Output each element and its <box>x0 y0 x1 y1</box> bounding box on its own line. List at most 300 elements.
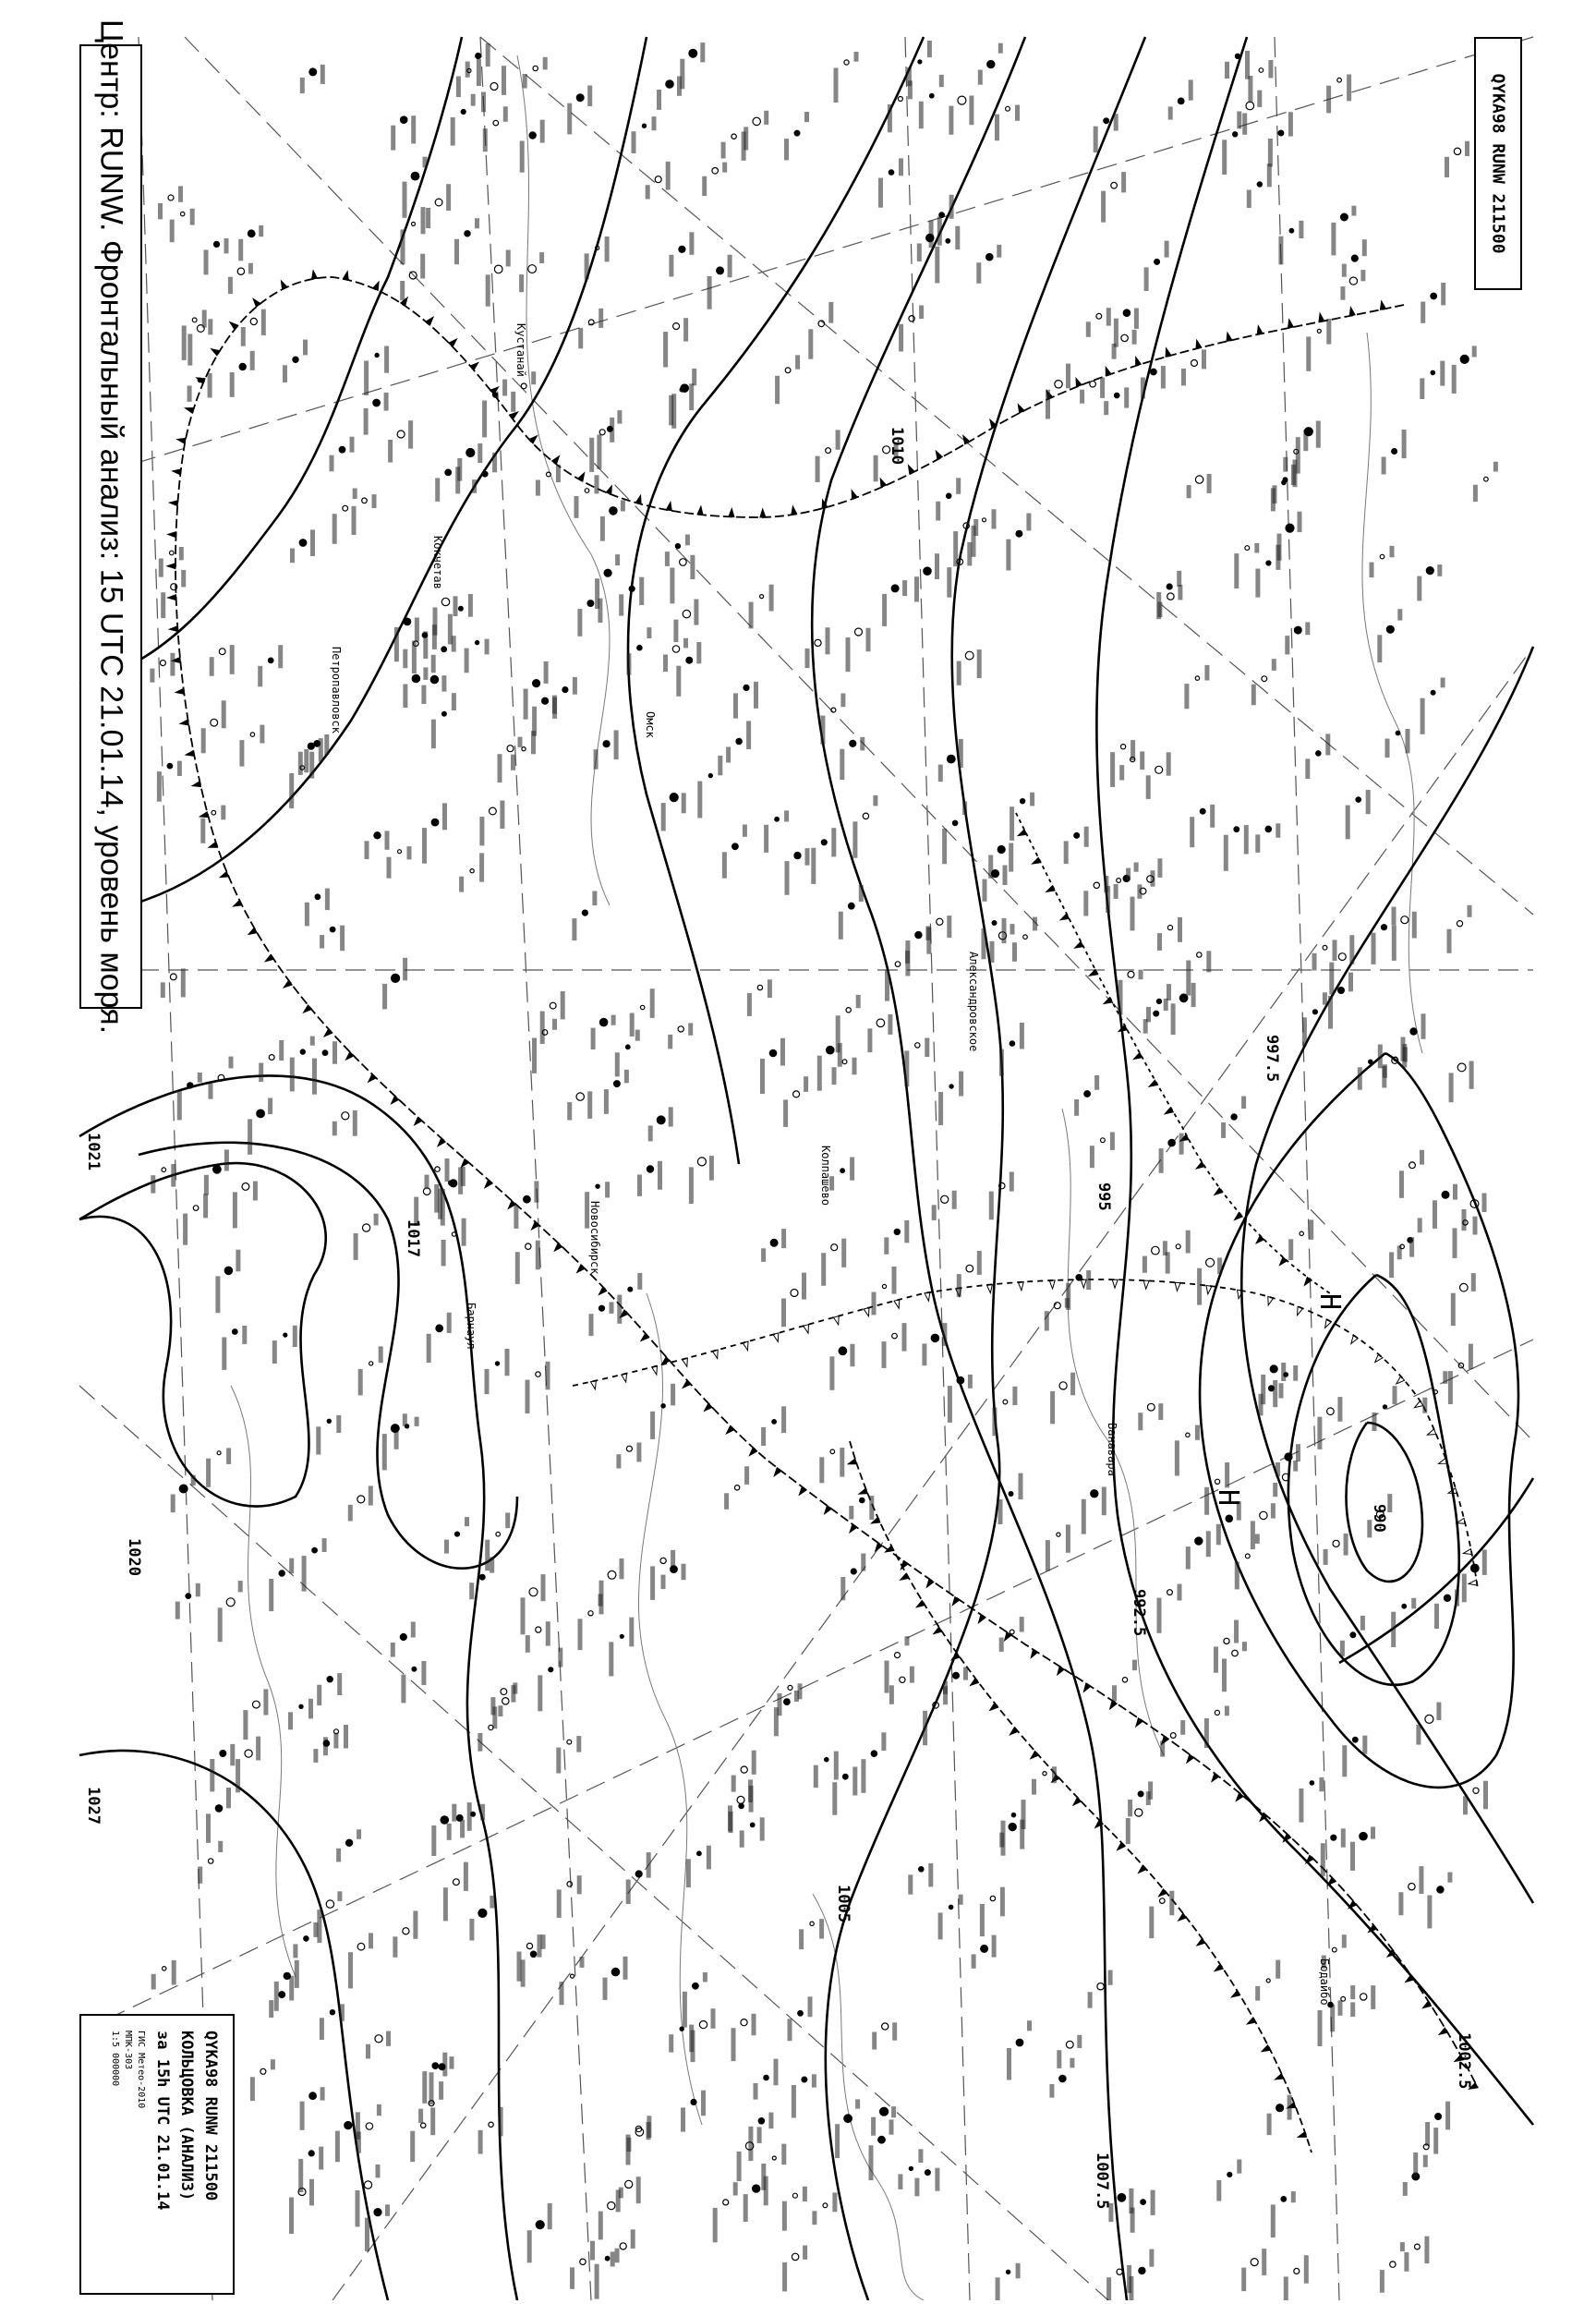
station-text-block <box>453 596 458 616</box>
station-text-block <box>1271 488 1276 511</box>
station-text-block <box>357 1829 361 1839</box>
station-text-block <box>1112 344 1117 359</box>
station-text-block <box>450 2056 454 2069</box>
station-dot <box>445 469 452 476</box>
station-text-block <box>637 1273 642 1290</box>
station-text-block <box>859 885 864 902</box>
station-text-block <box>511 755 515 770</box>
station-text-block <box>459 877 464 892</box>
station-text-block <box>804 1076 808 1092</box>
station-text-block <box>691 2031 695 2063</box>
station-text-block <box>908 80 913 99</box>
station-text-block <box>1237 2160 1241 2174</box>
station-text-block <box>764 825 768 853</box>
station-dot <box>1074 833 1080 839</box>
station-text-block <box>546 1362 550 1390</box>
station-text-block <box>661 803 666 831</box>
place-kustanai: Кустанай <box>514 323 527 377</box>
station-text-block <box>423 667 428 680</box>
station-text-block <box>1046 390 1050 419</box>
station-dot <box>213 1166 222 1174</box>
station-text-block <box>597 434 601 468</box>
station-text-block <box>669 1107 673 1126</box>
station-text-block <box>811 848 816 884</box>
station-text-block <box>1325 734 1330 755</box>
station-text-block <box>1350 1985 1355 1999</box>
station-text-block <box>261 309 266 335</box>
station-text-block <box>1344 1534 1348 1556</box>
station-text-block <box>348 1505 353 1522</box>
station-text-block <box>472 479 477 493</box>
station-dot <box>750 1823 755 1827</box>
station-dot <box>599 1018 607 1025</box>
station-text-block <box>621 500 625 511</box>
station-text-block <box>782 2262 787 2292</box>
station-text-block <box>650 1566 655 1600</box>
station-text-block <box>1443 1371 1447 1384</box>
station-text-block <box>749 1786 754 1813</box>
station-dot <box>374 832 381 839</box>
station-dot <box>1138 1791 1143 1797</box>
station-text-block <box>1121 172 1126 192</box>
station-dot <box>987 61 995 68</box>
station-text-block <box>1189 79 1193 100</box>
station-text-block <box>274 1982 279 2011</box>
station-text-block <box>209 1084 213 1099</box>
station-dot <box>930 93 935 98</box>
station-text-block <box>215 1276 220 1313</box>
station-text-block <box>1328 996 1333 1029</box>
station-text-block <box>1180 1720 1185 1735</box>
station-text-block <box>860 737 864 751</box>
station-text-block <box>1100 378 1105 398</box>
station-text-block <box>452 636 456 651</box>
station-text-block <box>206 1813 211 1843</box>
station-text-block <box>595 578 599 609</box>
station-text-block <box>1158 1403 1163 1420</box>
legend-scale: 1:5 000000 <box>110 2031 120 2087</box>
station-text-block <box>757 2127 762 2143</box>
station-text-block <box>711 2008 716 2029</box>
station-text-block <box>798 1683 803 1699</box>
station-text-block <box>460 1820 465 1838</box>
station-text-block <box>1350 2002 1355 2017</box>
station-text-block <box>319 738 323 761</box>
station-dot <box>284 1972 290 1979</box>
station-dot <box>657 1116 665 1124</box>
station-text-block <box>874 455 878 482</box>
station-text-block <box>812 2211 816 2225</box>
station-text-block <box>1441 678 1445 688</box>
station-text-block <box>799 1929 804 1949</box>
station-dot <box>986 254 993 261</box>
station-text-block <box>919 306 924 320</box>
station-text-block <box>709 1156 714 1181</box>
station-text-block <box>1177 571 1181 587</box>
station-text-block <box>248 1119 252 1154</box>
station-text-block <box>289 1976 294 2001</box>
station-text-block <box>1437 564 1442 576</box>
station-text-block <box>585 253 589 279</box>
station-text-block <box>527 2230 532 2262</box>
station-text-block <box>713 2208 718 2242</box>
station-text-block <box>1420 1150 1424 1165</box>
station-dot <box>1426 567 1433 575</box>
station-text-block <box>616 1454 621 1468</box>
station-dot <box>1009 1492 1013 1497</box>
station-dot <box>1386 625 1394 633</box>
station-text-block <box>885 970 889 1001</box>
station-text-block <box>1224 835 1228 871</box>
station-dot <box>947 493 951 498</box>
station-text-block <box>534 1181 538 1202</box>
station-dot <box>758 2118 764 2124</box>
station-dot <box>257 1110 265 1118</box>
station-text-block <box>826 627 830 654</box>
station-text-block <box>1161 366 1166 388</box>
station-text-block <box>1404 2252 1409 2272</box>
station-text-block <box>737 2152 742 2181</box>
station-text-block <box>1463 1796 1468 1814</box>
station-text-block <box>1157 602 1162 617</box>
station-text-block <box>819 1919 824 1938</box>
station-text-block <box>1151 2190 1155 2215</box>
station-text-block <box>408 420 413 448</box>
station-dot <box>529 132 536 139</box>
station-text-block <box>1184 684 1189 709</box>
station-text-block <box>935 247 939 284</box>
station-text-block <box>175 1602 180 1619</box>
station-text-block <box>1312 953 1317 971</box>
station-text-block <box>1412 912 1417 939</box>
station-text-block <box>532 1038 537 1073</box>
station-text-block <box>819 1457 824 1483</box>
station-text-block <box>578 1619 583 1650</box>
station-text-block <box>452 693 456 710</box>
header-code-box <box>1474 37 1522 290</box>
station-text-block <box>238 239 243 261</box>
station-text-block <box>630 1013 635 1037</box>
station-text-block <box>521 1959 526 1986</box>
station-text-block <box>707 276 712 309</box>
station-dot <box>1286 524 1294 532</box>
station-text-block <box>832 1067 837 1085</box>
station-text-block <box>1178 917 1182 942</box>
station-text-block <box>587 1091 592 1119</box>
station-dot <box>582 910 587 916</box>
station-dot <box>1115 393 1119 397</box>
station-text-block <box>919 102 924 129</box>
station-text-block <box>663 655 668 673</box>
station-text-block <box>208 373 212 398</box>
station-text-block <box>1074 1099 1079 1116</box>
station-dot <box>680 2027 683 2031</box>
station-text-block <box>572 918 576 940</box>
station-dot <box>689 49 697 57</box>
station-text-block <box>325 889 330 911</box>
map-title-box <box>79 18 142 1035</box>
station-dot <box>1310 1781 1313 1785</box>
station-dot <box>308 2151 314 2156</box>
station-text-block <box>846 637 851 672</box>
station-text-block <box>319 2147 323 2170</box>
station-text-block <box>379 1346 383 1363</box>
station-text-block <box>1065 1298 1070 1308</box>
station-dot <box>635 1871 642 1877</box>
station-text-block <box>1453 1184 1457 1200</box>
station-text-block <box>783 1099 788 1127</box>
station-text-block <box>1341 1828 1346 1847</box>
station-text-block <box>352 506 357 535</box>
station-text-block <box>1350 1842 1355 1871</box>
station-text-block <box>190 209 195 225</box>
station-dot <box>422 633 427 637</box>
station-dot <box>1233 132 1238 137</box>
station-dot <box>844 2115 852 2123</box>
station-dot <box>878 2136 886 2143</box>
station-text-block <box>374 1214 379 1226</box>
station-text-block <box>1323 992 1327 1004</box>
station-text-block <box>243 1710 248 1740</box>
station-dot <box>431 819 439 826</box>
station-text-block <box>957 1274 961 1297</box>
station-text-block <box>852 1058 857 1075</box>
station-text-block <box>839 912 843 940</box>
station-dot <box>1265 826 1271 831</box>
station-dot <box>1235 54 1239 58</box>
station-text-block <box>1235 1561 1239 1589</box>
station-text-block <box>1293 1365 1298 1381</box>
isobar-label-1017: 1017 <box>404 1219 422 1257</box>
station-text-block <box>1468 905 1472 917</box>
station-text-block <box>320 935 324 948</box>
station-text-block <box>502 380 507 396</box>
station-text-block <box>905 1636 910 1645</box>
station-text-block <box>1016 2263 1021 2279</box>
station-text-block <box>1206 1531 1211 1557</box>
station-dot <box>1195 1537 1203 1545</box>
station-text-block <box>178 186 183 201</box>
station-text-block <box>1032 1779 1036 1795</box>
station-text-block <box>721 142 726 159</box>
station-dot <box>1167 584 1172 589</box>
station-text-block <box>902 580 907 596</box>
station-text-block <box>701 2091 706 2116</box>
station-text-block <box>1020 1023 1024 1049</box>
station-text-block <box>1002 918 1007 943</box>
station-text-block <box>609 1642 613 1676</box>
place-aleksandrovskoe: Александровское <box>967 952 980 1052</box>
station-dot <box>952 820 957 825</box>
station-text-block <box>1299 1789 1303 1823</box>
station-text-block <box>480 1804 485 1821</box>
station-text-block <box>268 1098 272 1115</box>
station-text-block <box>1413 2152 1418 2177</box>
station-text-block <box>1340 286 1345 300</box>
station-dot <box>775 818 780 822</box>
station-text-block <box>556 1748 561 1774</box>
station-text-block <box>1436 1703 1441 1720</box>
station-text-block <box>561 991 565 1019</box>
station-text-block <box>626 2138 631 2152</box>
station-dot <box>284 1333 287 1337</box>
station-text-block <box>411 115 416 143</box>
station-text-block <box>1242 114 1247 135</box>
station-text-block <box>650 988 655 1018</box>
station-text-block <box>1049 2084 1054 2098</box>
station-text-block <box>1026 514 1031 531</box>
station-text-block <box>1482 1194 1487 1213</box>
station-text-block <box>300 78 305 93</box>
station-text-block <box>732 1776 736 1792</box>
station-text-block <box>744 2194 748 2222</box>
station-text-block <box>248 263 253 274</box>
station-text-block <box>1248 76 1252 103</box>
station-text-block <box>1298 512 1302 532</box>
station-text-block <box>729 1812 733 1833</box>
station-text-block <box>498 1705 502 1716</box>
station-text-block <box>1195 1425 1200 1440</box>
station-text-block <box>532 707 537 736</box>
station-dot <box>626 1045 631 1049</box>
station-dot <box>233 1329 238 1335</box>
station-text-block <box>595 2264 599 2299</box>
station-text-block <box>872 1292 877 1316</box>
station-text-block <box>1377 635 1382 662</box>
station-text-block <box>646 185 650 199</box>
station-text-block <box>376 2165 381 2177</box>
station-text-block <box>995 115 999 141</box>
station-text-block <box>1168 106 1173 119</box>
station-text-block <box>1471 1273 1476 1291</box>
station-text-block <box>938 765 943 782</box>
station-text-block <box>1000 1887 1005 1917</box>
station-text-block <box>1318 2010 1323 2046</box>
station-text-block <box>514 1205 518 1229</box>
station-text-block <box>382 984 387 1010</box>
station-dot <box>1338 988 1345 994</box>
station-text-block <box>670 568 674 604</box>
station-text-block <box>576 1736 581 1752</box>
station-text-block <box>948 1386 952 1423</box>
station-text-block <box>372 494 377 508</box>
station-dot <box>1139 2267 1145 2274</box>
station-dot <box>1266 561 1271 565</box>
station-text-block <box>298 752 303 775</box>
station-text-block <box>917 244 922 262</box>
station-text-block <box>492 453 497 472</box>
station-text-block <box>1380 2270 1384 2293</box>
station-dot <box>455 1532 460 1536</box>
station-text-block <box>546 1621 550 1645</box>
station-dot <box>981 1946 988 1953</box>
station-dot <box>919 1867 924 1872</box>
station-dot <box>850 740 856 746</box>
station-text-block <box>671 1384 675 1406</box>
station-text-block <box>594 749 598 770</box>
station-text-block <box>1397 609 1402 620</box>
station-text-block <box>552 1019 557 1030</box>
station-text-block <box>872 2032 877 2050</box>
station-text-block <box>1126 1818 1130 1844</box>
station-text-block <box>1146 1791 1151 1805</box>
station-text-block <box>1104 401 1108 415</box>
station-text-block <box>526 1380 530 1413</box>
station-text-block <box>429 2072 434 2104</box>
station-text-block <box>206 1459 211 1487</box>
station-text-block <box>469 1919 474 1941</box>
station-dot <box>1276 2104 1284 2112</box>
station-dot <box>1200 808 1205 814</box>
station-dot <box>530 1951 536 1957</box>
station-text-block <box>1340 1641 1345 1656</box>
station-text-block <box>308 1699 313 1719</box>
station-text-block <box>1064 841 1069 864</box>
station-text-block <box>902 1323 907 1352</box>
station-text-block <box>317 1685 321 1705</box>
station-text-block <box>1362 239 1367 256</box>
station-text-block <box>1241 1097 1246 1110</box>
station-dot <box>1155 260 1160 265</box>
station-text-block <box>692 369 696 385</box>
station-text-block <box>1383 1064 1387 1078</box>
place-vanavara: Ванавара <box>1106 1423 1118 1476</box>
station-text-block <box>1299 221 1303 238</box>
station-text-block <box>445 1158 450 1182</box>
station-text-block <box>1391 1612 1396 1647</box>
station-text-block <box>272 1340 277 1364</box>
station-dot <box>915 932 922 939</box>
station-text-block <box>733 2182 738 2195</box>
station-text-block <box>832 2192 837 2212</box>
station-text-block <box>289 2198 294 2235</box>
station-text-block <box>1366 790 1371 814</box>
station-dot <box>1226 1515 1232 1522</box>
station-text-block <box>204 1175 209 1195</box>
station-text-block <box>1157 933 1162 951</box>
station-text-block <box>161 592 165 618</box>
station-text-block <box>1462 1574 1467 1603</box>
place-omsk: Омск <box>644 711 657 738</box>
station-text-block <box>1186 961 1191 996</box>
station-text-block <box>1469 1061 1474 1089</box>
station-text-block <box>669 2034 673 2052</box>
station-text-block <box>852 1767 857 1796</box>
station-text-block <box>1358 1067 1362 1089</box>
station-text-block <box>1427 1896 1432 1929</box>
station-text-block <box>939 75 944 87</box>
station-text-block <box>1330 2005 1335 2031</box>
station-text-block <box>304 749 308 772</box>
station-dot <box>466 449 475 457</box>
station-text-block <box>478 443 482 463</box>
station-dot <box>1353 1737 1359 1742</box>
station-text-block <box>836 430 840 449</box>
station-text-block <box>1346 806 1350 840</box>
station-text-block <box>403 649 407 669</box>
station-text-block <box>203 1194 208 1218</box>
station-text-block <box>1360 1616 1365 1631</box>
station-text-block <box>1409 1237 1414 1256</box>
station-text-block <box>1167 752 1171 775</box>
station-text-block <box>626 1880 631 1905</box>
station-text-block <box>412 641 417 674</box>
station-text-block <box>253 1182 258 1201</box>
station-text-block <box>1128 1800 1132 1817</box>
station-text-block <box>1255 834 1260 853</box>
station-text-block <box>632 131 636 153</box>
station-text-block <box>1214 1646 1218 1672</box>
